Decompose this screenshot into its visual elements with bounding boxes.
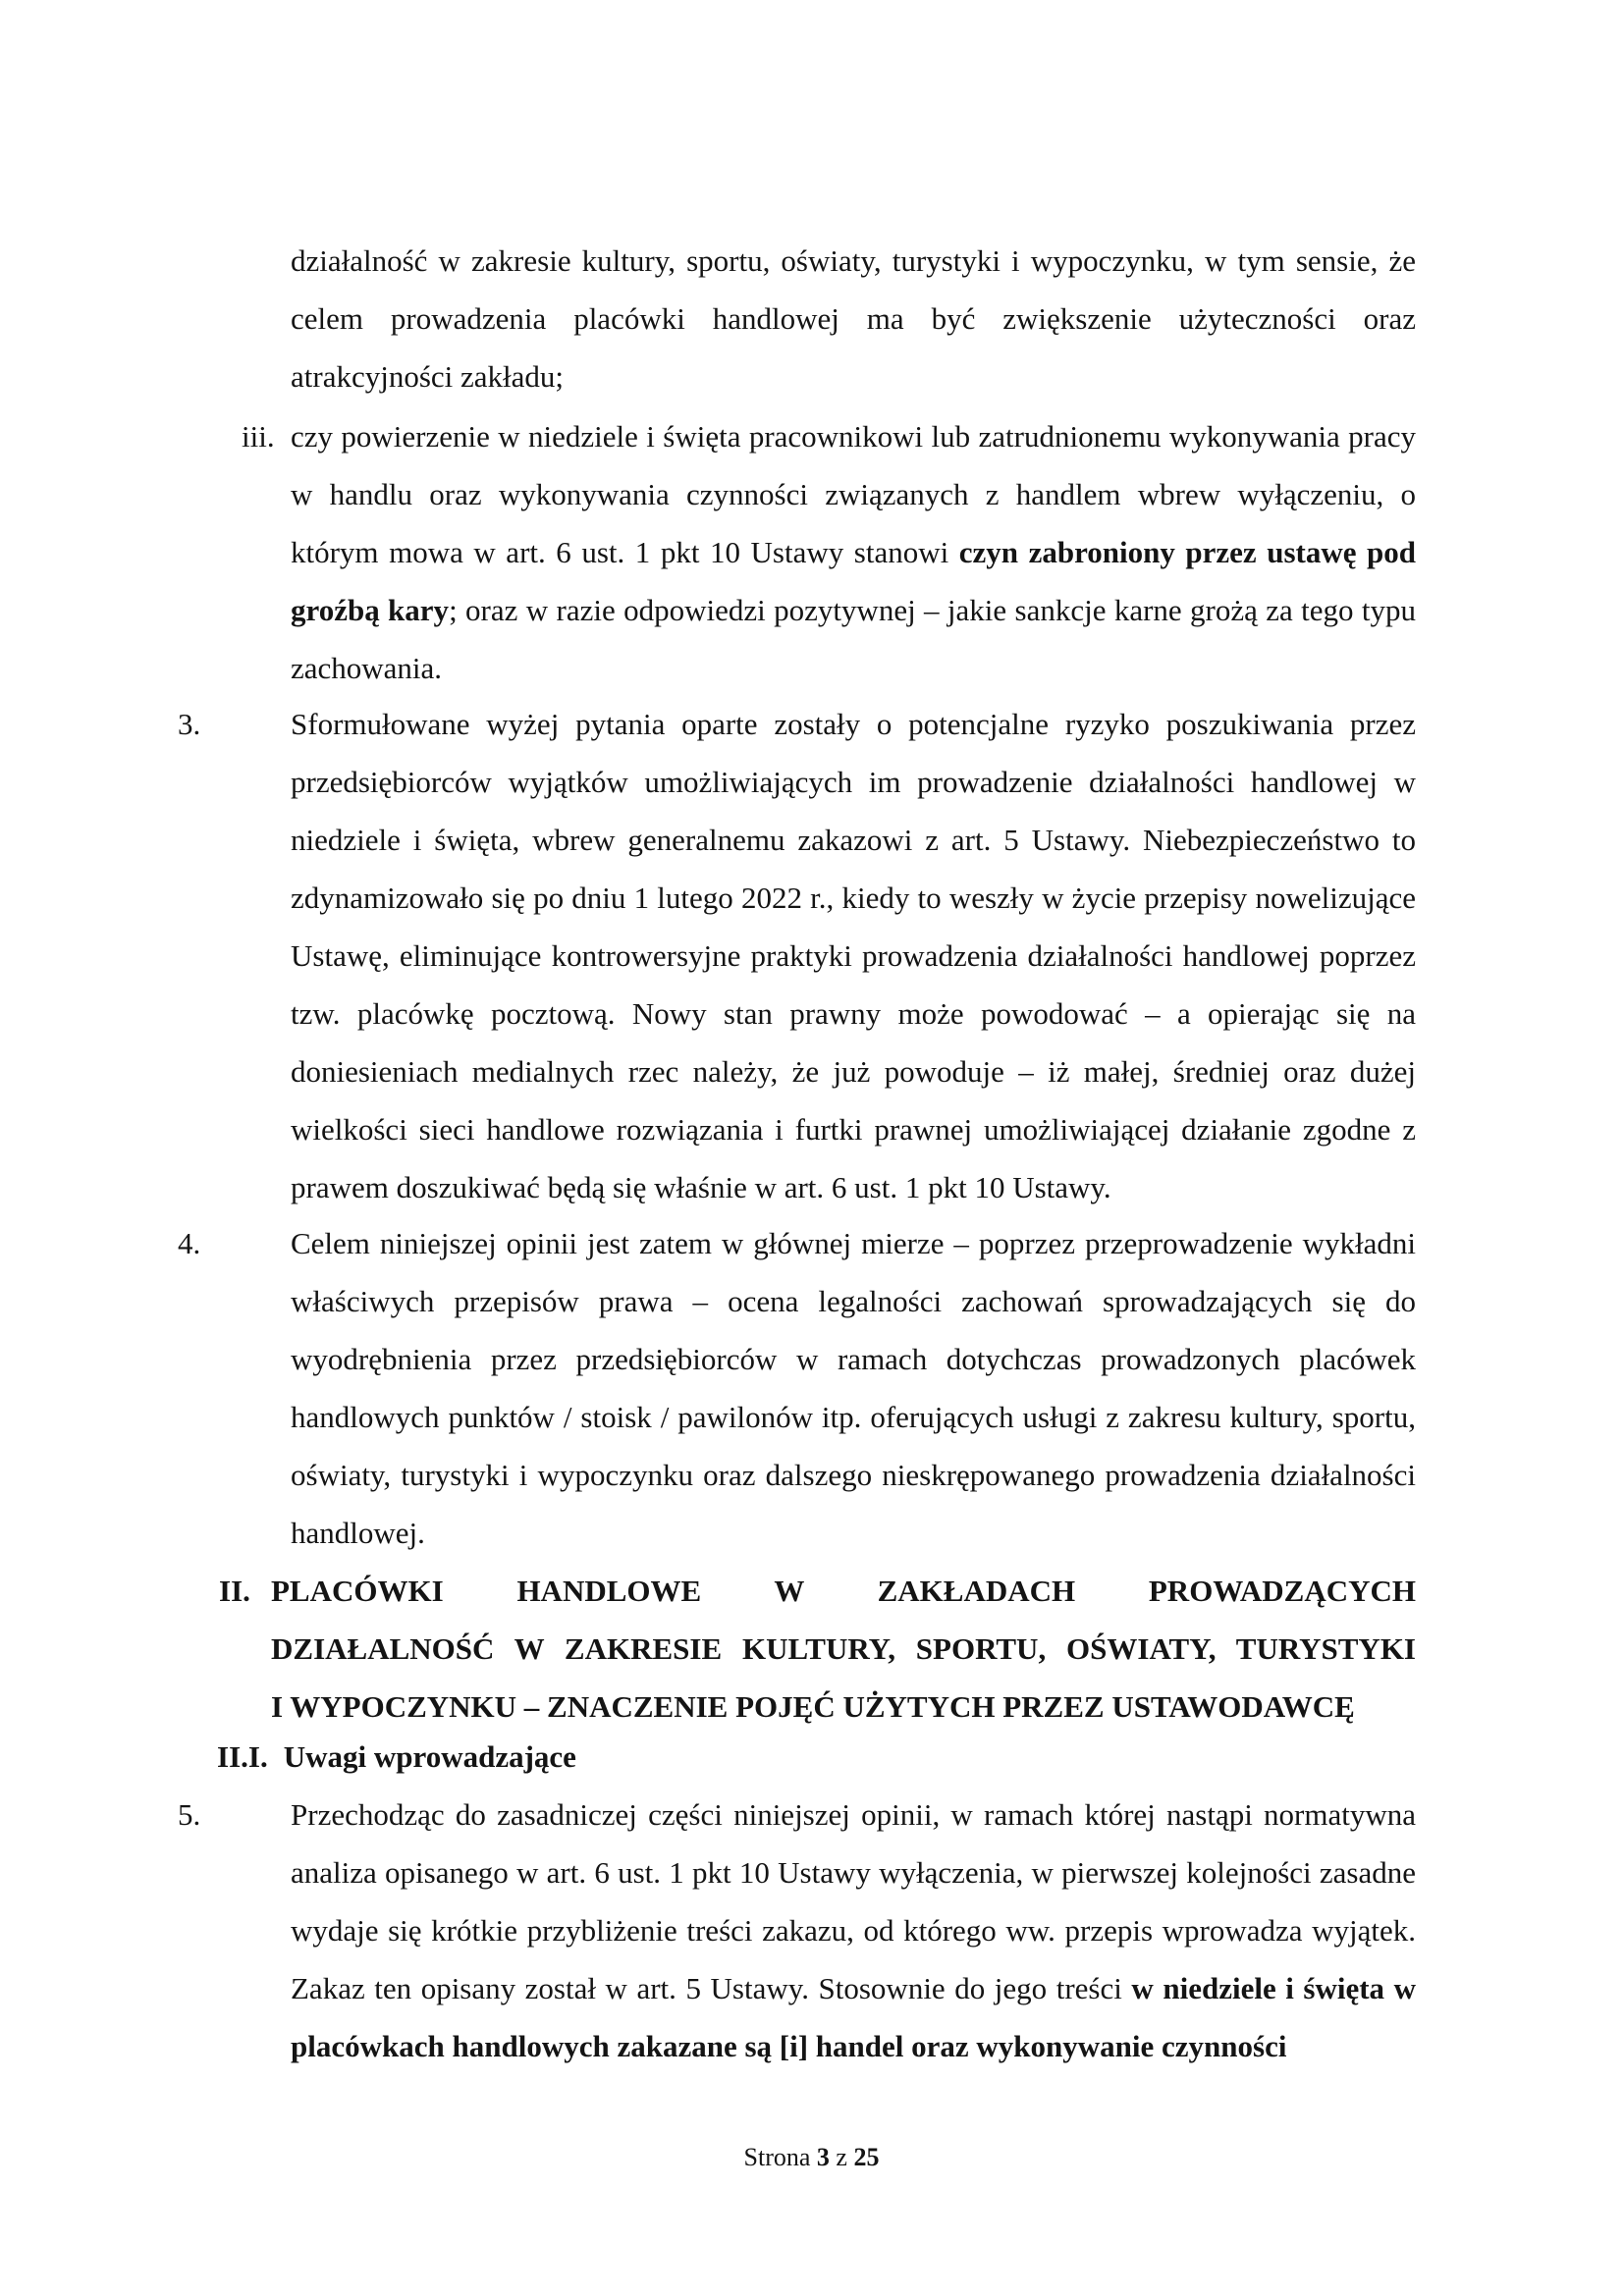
paragraph-text: Przechodząc do zasadniczej części niniejszej opinii, w ramach której nastąpi normatywna analiza opisanego w art. 6 ust. 1 pkt 10 Ustawy wyłączenia, w pierwszej kolejności zasadne wydaje się krótkie przybliżenie treści zakazu, od którego ww. przepis wprowadza wyjątek. Zakaz ten opisany został w art. 5 Ustawy. Stosownie do jego treści bbox=[291, 1797, 1416, 2005]
continuation-text: działalność w zakresie kultury, sportu, oświaty, turystyki i wypoczynku, w tym sensie, że celem prowadzenia placówki handlowej ma być zwiększenie użyteczności oraz atrakcyjności zakładu; bbox=[291, 243, 1416, 394]
paragraph-text: Celem niniejszej opinii jest zatem w głównej mierze – poprzez przeprowadzenie wykładni właściwych przepisów prawa – ocena legalności zachowań sprowadzających się do wyodrębnienia przez przedsiębiorców w ramach dotychczas prowadzonych placówek handlowych punktów / stoisk / pawilonów itp. oferujących usługi z zakresu kultury, sportu, oświaty, turystyki i wypoczynku oraz dalszego nieskrępowanego prowadzenia działalności handlowej. bbox=[291, 1226, 1416, 1550]
paragraph-number: 3. bbox=[178, 707, 201, 741]
paragraph-bold-text: w niedziele i święta w placówkach handlowych zakazane są [i] handel oraz wykonywanie czynności bbox=[291, 1971, 1416, 2063]
subsection-heading bbox=[217, 1735, 576, 1779]
list-item-iii bbox=[242, 407, 1417, 697]
paragraph-4 bbox=[178, 1214, 1416, 1562]
footer-page-number: 3 bbox=[816, 2143, 830, 2171]
subsection-title: Uwagi wprowadzające bbox=[283, 1739, 576, 1774]
paragraph-number: 5. bbox=[178, 1797, 201, 1832]
paragraph-3 bbox=[178, 695, 1416, 1216]
footer-total-pages: 25 bbox=[853, 2143, 880, 2171]
section-heading-line: PLACÓWKI HANDLOWE W ZAKŁADACH PROWADZĄCYCH bbox=[271, 1574, 1416, 1608]
paragraph-text: Sformułowane wyżej pytania oparte zostały o potencjalne ryzyko poszukiwania przez przedsiębiorców wyjątków umożliwiających im prowadzenie działalności handlowej w niedziele i święta, wbrew generalnemu zakazowi z art. 5 Ustawy. Niebezpieczeństwo to zdynamizowało się po dniu 1 lutego 2022 r., kiedy to weszły w życie przepisy nowelizujące Ustawę, eliminujące kontrowersyjne praktyki prowadzenia działalności handlowej poprzez tzw. placówkę pocztową. Nowy stan prawny może powodować – a opierając się na doniesieniach medialnych rzec należy, że już powoduje – iż małej, średniej oraz dużej wielkości sieci handlowe rozwiązania i furtki prawnej umożliwiającej działanie zgodne z prawem doszukiwać będą się właśnie w art. 6 ust. 1 pkt 10 Ustawy. bbox=[291, 707, 1416, 1204]
item-bold-text: czyn zabroniony przez ustawę pod groźbą kary bbox=[291, 535, 1417, 627]
paragraph-5 bbox=[178, 1786, 1416, 2075]
paragraph-number: 4. bbox=[178, 1226, 201, 1260]
continuation-paragraph bbox=[291, 232, 1416, 405]
section-heading bbox=[219, 1562, 1416, 1735]
section-heading-line: DZIAŁALNOŚĆ W ZAKRESIE KULTURY, SPORTU, OŚWIATY, TURYSTYKI bbox=[271, 1631, 1416, 1666]
page-footer bbox=[0, 2128, 1623, 2186]
footer-prefix: Strona bbox=[743, 2143, 817, 2171]
item-number: iii. bbox=[242, 419, 275, 454]
footer-middle: z bbox=[829, 2143, 854, 2171]
subsection-number: II.I. bbox=[217, 1739, 268, 1774]
section-number: II. bbox=[219, 1574, 250, 1608]
item-text-end: ; oraz w razie odpowiedzi pozytywnej – jakie sankcje karne grożą za tego typu zachowania. bbox=[291, 593, 1416, 685]
section-heading-line: I WYPOCZYNKU – ZNACZENIE POJĘĆ UŻYTYCH PRZEZ USTAWODAWCĘ bbox=[271, 1689, 1355, 1724]
item-text: czy powierzenie w niedziele i święta pracownikowi lub zatrudnionemu wykonywania pracy w handlu oraz wykonywania czynności związanych z handlem wbrew wyłączeniu, o którym mowa w art. 6 ust. 1 pkt 10 Ustawy stanowi bbox=[291, 419, 1416, 569]
